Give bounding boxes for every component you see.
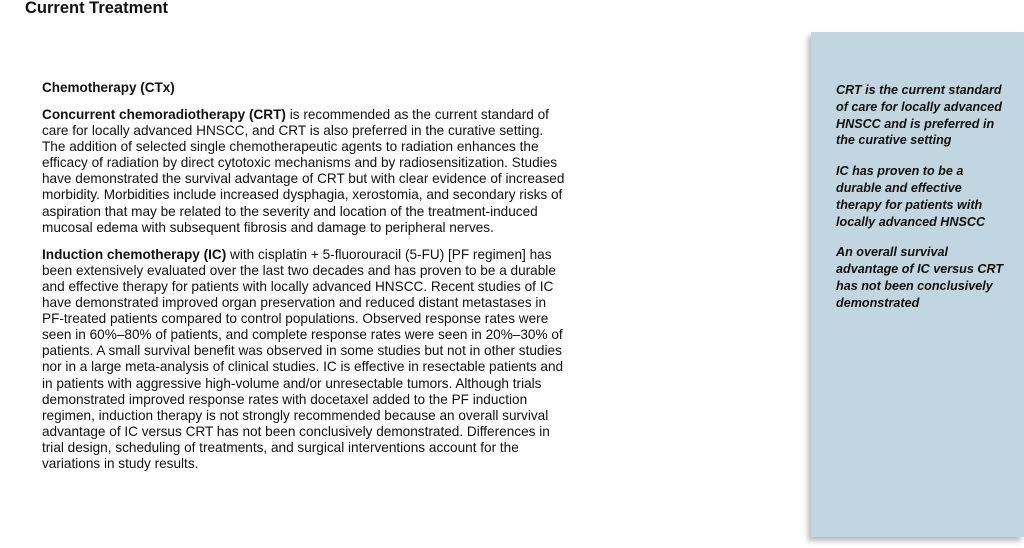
key-points-sidebar <box>811 32 1024 537</box>
callout-crt: CRT is the current standard of care for locally advanced HNSCC and is preferred in the curative setting <box>836 83 1002 148</box>
callout-survival: An overall survival advantage of IC versus CRT has not been conclusively demonstrated <box>836 245 1004 310</box>
paragraph-crt <box>42 107 570 236</box>
paragraph-crt-lead: Concurrent chemoradiotherapy (CRT) <box>42 107 286 122</box>
paragraph-ic-body: with cisplatin + 5-fluorouracil (5-FU) [PF regimen] has been extensively evaluated over the last two decades and has proven to be a durable and effective therapy for patients with locally advanced HNSCC. Recent studies of IC have demonstrated improved organ preservation and reduced distant metastases in PF-treated patients compared to control populations. Observed response rates were seen in 60%–80% of patients, and complete response rates were seen in 20%–30% of patients. A small survival benefit was observed in some studies but not in other studies nor in a large meta-analysis of clinical studies. IC is effective in resectable patients and in patients with aggressive high-volume and/or unresectable tumors. Although trials demonstrated improved response rates with docetaxel added to the PF induction regimen, induction therapy is not strongly recommended because an overall survival advantage of IC versus CRT has not been conclusively demonstrated. Differences in trial design, scheduling of treatments, and surgical interventions account for the variations in study results. <box>42 246 564 471</box>
section-heading: Chemotherapy (CTx) <box>42 80 175 95</box>
paragraph-crt-body: is recommended as the current standard of care for locally advanced HNSCC, and CRT is also preferred in the curative setting. The addition of selected single chemotherapeutic agents to radiation enhances the efficacy of radiation by direct cytotoxic mechanisms and by radiosensitization. Studies have demonstrated the survival advantage of CRT but with clear evidence of increased morbidity. Morbidities include increased dysphagia, xerostomia, and secondary risks of aspiration that may be related to the severity and location of the treatment-induced mucosal edema with subsequent fibrosis and damage to peripheral nerves. <box>42 107 565 235</box>
callout-ic: IC has proven to be a durable and effective therapy for patients with locally advanced HNSCC <box>836 164 986 229</box>
paragraph-ic <box>42 247 570 472</box>
paragraph-ic-lead: Induction chemotherapy (IC) <box>42 246 227 262</box>
page-title: Current Treatment <box>25 0 169 17</box>
main-content <box>42 80 570 483</box>
